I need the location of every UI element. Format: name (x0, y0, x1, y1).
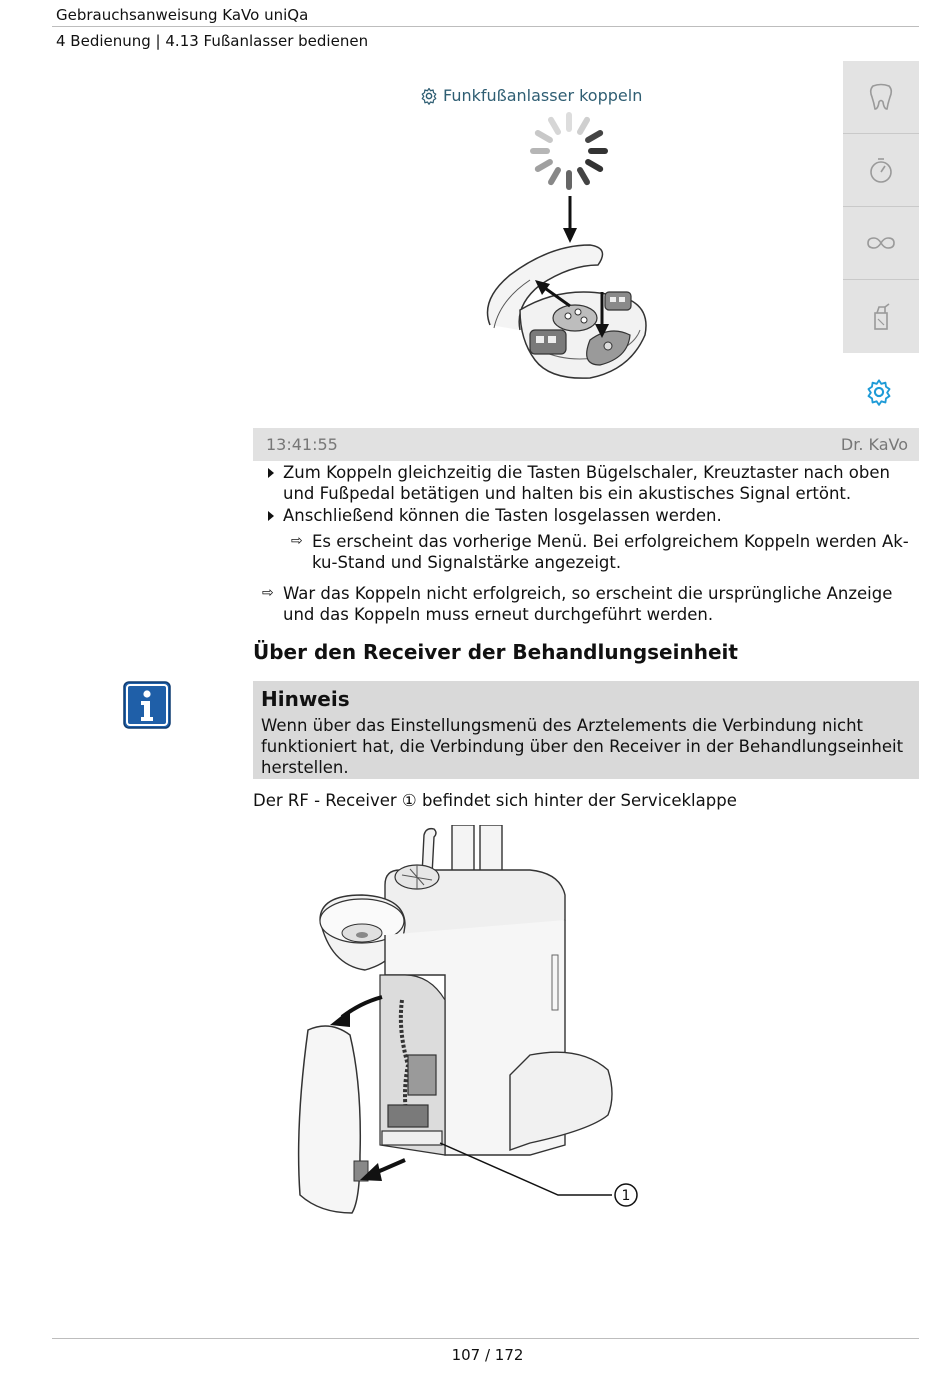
section-breadcrumb: 4 Bedienung | 4.13 Fußanlasser bedienen (56, 32, 369, 50)
gear-icon (865, 378, 893, 406)
note-line-3: herstellen. (261, 758, 349, 777)
screen-title-label: Funkfußanlasser koppeln (443, 86, 643, 105)
page-number: 107 / 172 (451, 1346, 524, 1364)
note-text (261, 715, 911, 778)
note-line-1: Wenn über das Einstellungsmenü des Arztelements die Verbindung nicht (261, 716, 864, 735)
loading-spinner (525, 110, 613, 192)
footer-divider (52, 1338, 919, 1339)
treatment-unit-illustration (290, 825, 650, 1225)
step-1-line-1: Zum Koppeln gleichzeitig die Tasten Bügelschaler, Kreuztaster nach oben (283, 463, 890, 482)
document-title: Gebrauchsanweisung KaVo uniQa (56, 6, 309, 24)
callout-number: 1 (621, 1188, 631, 1204)
action-bullet-icon (268, 511, 274, 521)
info-icon (123, 681, 171, 729)
step-1-line-2: und Fußpedal betätigen und halten bis ein akustisches Signal ertönt. (283, 484, 852, 503)
result-2-line-1: War das Koppeln nicht erfolgreich, so erscheint die ursprüngliche Anzeige (283, 584, 893, 603)
note-line-2: funktioniert hat, die Verbindung über den Receiver in der Behandlungseinheit (261, 737, 904, 756)
result-1-line-2: ku-Stand und Signalstärke angezeigt. (312, 553, 622, 572)
status-user: Dr. KaVo (840, 435, 908, 454)
result-2-line-2: und das Koppeln muss erneut durchgeführt werden. (283, 605, 714, 624)
tooth-icon (868, 83, 894, 111)
result-arrow-icon: ⇨ (262, 585, 274, 601)
note-title: Hinweis (261, 687, 350, 711)
gear-icon (420, 87, 438, 105)
result-1-line-1: Es erscheint das vorherige Menü. Bei erfolgreichem Koppeln werden Ak- (312, 532, 909, 551)
receiver-text: Der RF - Receiver ① befindet sich hinter der Serviceklappe (253, 791, 737, 810)
status-bar (253, 428, 919, 461)
action-bullet-icon (268, 468, 274, 478)
screen-title (420, 86, 642, 105)
result-1 (291, 531, 921, 573)
function-sidebar (843, 61, 919, 353)
step-2-line-1: Anschließend können die Tasten losgelassen werden. (283, 506, 722, 525)
note-box (253, 681, 919, 779)
header-divider (52, 26, 919, 27)
result-arrow-icon: ⇨ (291, 533, 303, 549)
step-1 (266, 462, 926, 504)
sidebar-item-treatment[interactable] (843, 61, 919, 134)
sidebar-item-program[interactable] (843, 207, 919, 280)
settings-button[interactable] (865, 378, 893, 410)
section-heading: Über den Receiver der Behandlungseinheit (253, 640, 738, 664)
sidebar-item-hygiene[interactable] (843, 280, 919, 352)
infinity-icon (866, 235, 896, 251)
spray-bottle-icon (871, 301, 891, 331)
status-time: 13:41:55 (266, 435, 338, 454)
foot-control-illustration (480, 240, 660, 385)
result-2 (262, 583, 922, 625)
timer-icon (867, 156, 895, 184)
sidebar-item-timer[interactable] (843, 134, 919, 207)
step-2 (266, 505, 926, 526)
down-arrow-icon (560, 196, 580, 244)
